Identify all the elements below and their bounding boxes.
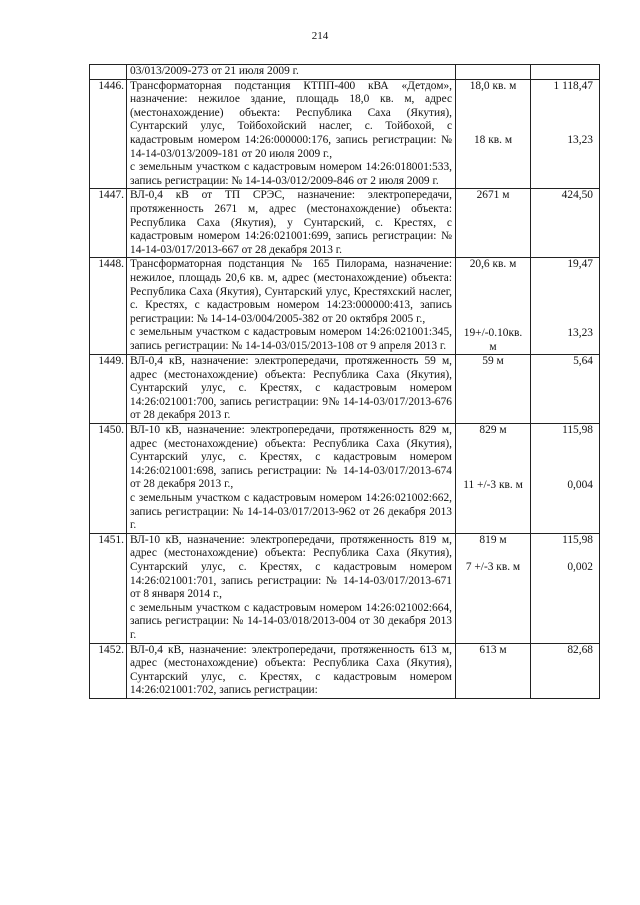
cost-value: 115,98 bbox=[562, 533, 593, 546]
size-value: 829 м bbox=[479, 424, 507, 437]
land-plot-text: с земельным участком с кадастровым номером 14:26:021002:664, запись регистрации: № 14-14-03/018/2013-004 от 30 декабря 2013 г. bbox=[130, 601, 452, 641]
row-number: 1449. bbox=[90, 355, 127, 424]
property-registry-table bbox=[89, 64, 600, 699]
size-value: 59 м bbox=[482, 355, 504, 368]
cost-value: 13,23 bbox=[567, 134, 593, 147]
table-row bbox=[90, 189, 600, 258]
object-description bbox=[127, 355, 456, 424]
object-description bbox=[127, 643, 456, 698]
cost-value: 5,64 bbox=[573, 355, 593, 368]
object-size bbox=[456, 65, 531, 80]
row-number: 1451. bbox=[90, 533, 127, 643]
table-row bbox=[90, 643, 600, 698]
object-text: Трансформаторная подстанция № 165 Пилорама, назначение: нежилое, площадь 20,6 кв. м, адрес (местонахождение) объекта: Республика Саха (Якутия), Сунтарский улус, Крестяхский наслег, с. Крестях, с кадастровым номером 14:23:000000:413, запись регистрации: № 14-14-03/004/2005-382 от 20 октября 2005 г., bbox=[130, 258, 452, 325]
object-text: ВЛ-0,4 кВ, назначение: электропередачи, протяженность 59 м, адрес (местонахождение) объекта: Республика Саха (Якутия), Сунтарский улус, с. Крестях, с кадастровым номером 14:26:021001:700, запись регистрации: 9№ 14-14-03/017/2013-676 от 28 декабря 2013 г. bbox=[130, 355, 452, 422]
cost-value: 1 118,47 bbox=[553, 79, 593, 92]
object-value bbox=[531, 533, 600, 643]
object-value bbox=[531, 65, 600, 80]
size-value: 19+/-0.10кв. м bbox=[463, 326, 523, 353]
cost-value: 13,23 bbox=[567, 326, 593, 339]
object-size bbox=[456, 533, 531, 643]
object-text: 03/013/2009-273 от 21 июля 2009 г. bbox=[130, 65, 299, 77]
size-value: 18,0 кв. м bbox=[469, 79, 517, 92]
row-number: 1450. bbox=[90, 424, 127, 534]
land-plot-text: с земельным участком с кадастровым номером 14:26:021002:662, запись регистрации: № 14-14-03/017/2013-962 от 26 декабря 2013 г. bbox=[130, 492, 452, 532]
object-value bbox=[531, 258, 600, 355]
row-number: 1446. bbox=[90, 79, 127, 189]
size-value: 20,6 кв. м bbox=[469, 258, 517, 271]
land-plot-text: с земельным участком с кадастровым номером 14:26:021001:345, запись регистрации: № 14-14-03/015/2013-108 от 9 апреля 2013 г. bbox=[130, 326, 452, 352]
page-number: 214 bbox=[311, 30, 329, 42]
object-description bbox=[127, 533, 456, 643]
size-value: 819 м bbox=[479, 533, 507, 546]
object-value bbox=[531, 355, 600, 424]
cost-value: 0,004 bbox=[567, 478, 593, 491]
row-number: 1448. bbox=[90, 258, 127, 355]
cost-value: 0,002 bbox=[567, 561, 593, 574]
object-description bbox=[127, 189, 456, 258]
table-row bbox=[90, 533, 600, 643]
object-description bbox=[127, 424, 456, 534]
table-row bbox=[90, 258, 600, 355]
table-row bbox=[90, 79, 600, 189]
size-value: 7 +/-3 кв. м bbox=[465, 561, 521, 574]
table-row bbox=[90, 424, 600, 534]
table-row bbox=[90, 65, 600, 80]
row-number: 1452. bbox=[90, 643, 127, 698]
object-size bbox=[456, 189, 531, 258]
object-description bbox=[127, 258, 456, 355]
object-text: ВЛ-0,4 кВ от ТП СРЭС, назначение: электропередачи, протяженность 2671 м, адрес (местонахождение) объекта: Республика Саха (Якутия), у Сунтарский, с. Крестях, с кадастровым номером 14:26:021001:699, запись регистрации: № 14-14-03/017/2013-667 от 28 декабря 2013 г. bbox=[130, 189, 452, 256]
cost-value: 82,68 bbox=[567, 643, 593, 656]
registry-rows bbox=[90, 65, 600, 699]
size-value: 18 кв. м bbox=[473, 134, 513, 147]
cost-value: 115,98 bbox=[562, 424, 593, 437]
object-value bbox=[531, 189, 600, 258]
row-number: 1447. bbox=[90, 189, 127, 258]
object-size bbox=[456, 355, 531, 424]
object-size bbox=[456, 424, 531, 534]
object-text: ВЛ-10 кВ, назначение: электропередачи, протяженность 819 м, адрес (местонахождение) объекта: Республика Саха (Якутия), Сунтарский улус, с. Крестях, с кадастровым номером 14:26:021001:701, запись регистрации: № 14-14-03/017/2013-671 от 8 января 2014 г., bbox=[130, 533, 452, 601]
size-value: 11 +/-3 кв. м bbox=[463, 478, 523, 491]
object-description bbox=[127, 79, 456, 189]
object-value bbox=[531, 79, 600, 189]
object-description bbox=[127, 65, 456, 80]
object-text: ВЛ-0,4 кВ, назначение: электропередачи, протяженность 613 м, адрес (местонахождение) объекта: Республика Саха (Якутия), Сунтарский улус, с. Крестях, с кадастровым номером 14:26:021001:702, запись регистрации: bbox=[130, 643, 452, 697]
object-value bbox=[531, 424, 600, 534]
object-text: ВЛ-10 кВ, назначение: электропередачи, протяженность 829 м, адрес (местонахождение) объекта: Республика Саха (Якутия), Сунтарский улус, с. Крестях, с кадастровым номером 14:26:021001:698, запись регистрации: № 14-14-03/017/2013-674 от 28 декабря 2013 г., bbox=[130, 424, 452, 491]
object-size bbox=[456, 79, 531, 189]
object-value bbox=[531, 643, 600, 698]
size-value: 2671 м bbox=[476, 189, 510, 202]
size-value: 613 м bbox=[479, 643, 507, 656]
object-text: Трансформаторная подстанция КТПП-400 кВА «Детдом», назначение: нежилое здание, площадь 18,0 кв. м, адрес (местонахождение) объекта: Республика Саха (Якутия), Сунтарский улус, Тойбохойский наслег, с. Тойбохой, с кадастровым номером 14:26:000000:176, запись регистрации: № 14-14-03/013/2009-181 от 20 июля 2009 г., bbox=[130, 79, 452, 160]
row-number bbox=[90, 65, 127, 80]
cost-value: 424,50 bbox=[561, 189, 593, 202]
object-size bbox=[456, 258, 531, 355]
cost-value: 19,47 bbox=[567, 258, 593, 271]
object-size bbox=[456, 643, 531, 698]
table-row bbox=[90, 355, 600, 424]
land-plot-text: с земельным участком с кадастровым номером 14:26:018001:533, запись регистрации: № 14-14-03/012/2009-846 от 2 июля 2009 г. bbox=[130, 161, 452, 187]
